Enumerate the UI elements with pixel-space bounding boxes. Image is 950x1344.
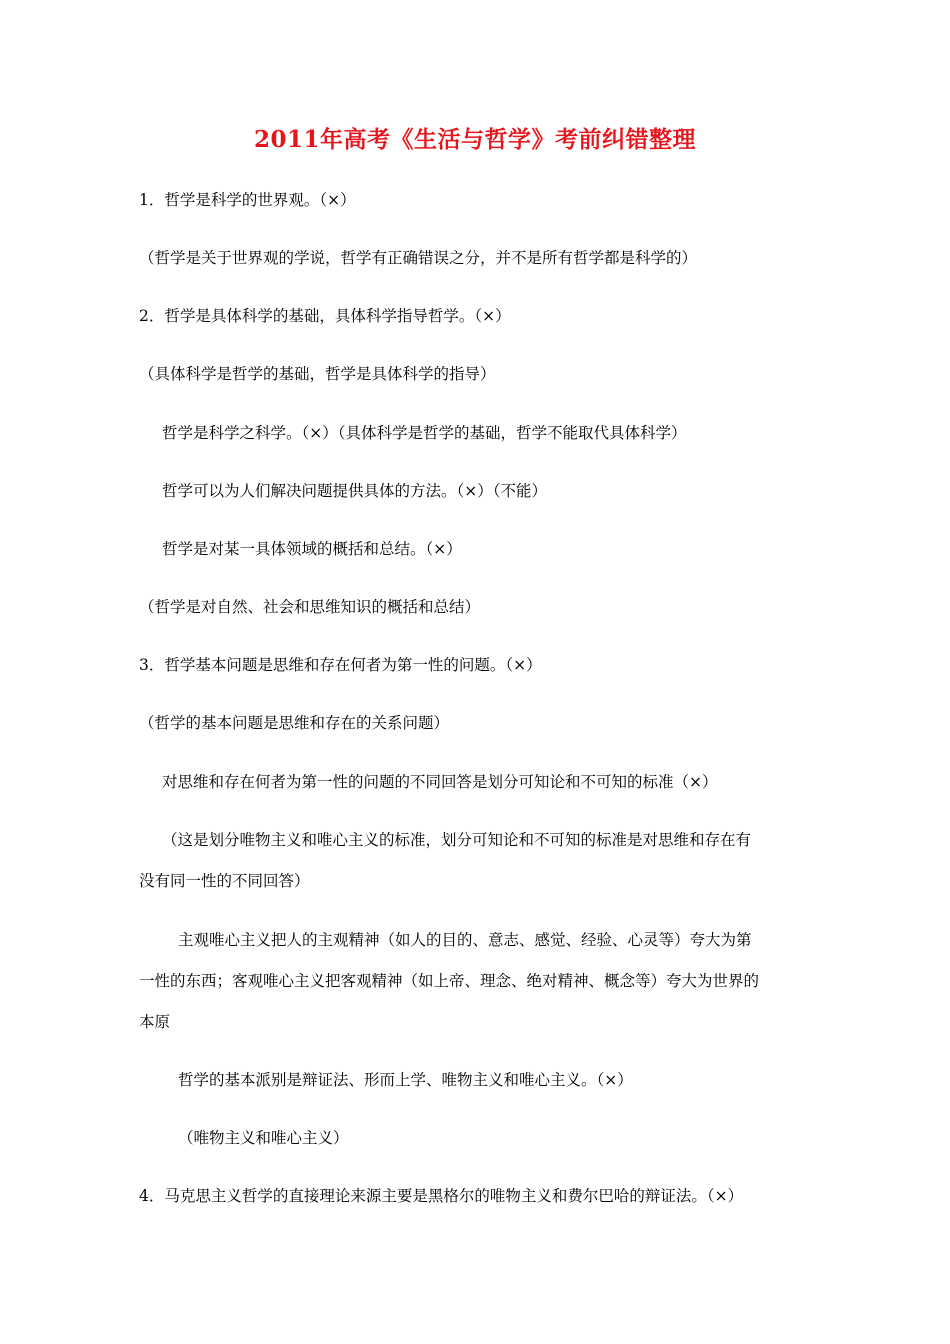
item-3-correction: （哲学的基本问题是思维和存在的关系问题） <box>139 714 450 732</box>
item-1-statement: 1．哲学是科学的世界观。（×） <box>139 191 356 209</box>
item-3-note-line-2: 一性的东西；客观唯心主义把客观精神（如上帝、理念、绝对精神、概念等）夸大为世界的 <box>139 972 760 990</box>
item-3-sub-1-correction-line-2: 没有同一性的不同回答） <box>139 872 310 890</box>
item-3-sub-1: 对思维和存在何者为第一性的问题的不同回答是划分可知论和不可知的标准（×） <box>162 773 718 791</box>
item-1-correction: （哲学是关于世界观的学说，哲学有正确错误之分，并不是所有哲学都是科学的） <box>139 249 698 267</box>
item-2-sub-3: 哲学是对某一具体领域的概括和总结。（×） <box>162 540 462 558</box>
item-2-sub-3-correction: （哲学是对自然、社会和思维知识的概括和总结） <box>139 598 481 616</box>
item-3-sub-2: 哲学的基本派别是辩证法、形而上学、唯物主义和唯心主义。（×） <box>178 1071 633 1089</box>
item-3-sub-1-correction-line-1: （这是划分唯物主义和唯心主义的标准，划分可知论和不可知的标准是对思维和存在有 <box>162 831 752 849</box>
item-3-sub-2-correction: （唯物主义和唯心主义） <box>178 1129 349 1147</box>
item-3-note-line-3: 本原 <box>139 1013 171 1031</box>
item-2-correction: （具体科学是哲学的基础，哲学是具体科学的指导） <box>139 365 496 383</box>
item-3-statement: 3．哲学基本问题是思维和存在何者为第一性的问题。（×） <box>139 656 542 674</box>
item-2-sub-2: 哲学可以为人们解决问题提供具体的方法。（×）（不能） <box>162 482 547 500</box>
item-4-statement: 4．马克思主义哲学的直接理论来源主要是黑格尔的唯物主义和费尔巴哈的辩证法。（×） <box>139 1187 744 1205</box>
item-2-sub-1: 哲学是科学之科学。（×）（具体科学是哲学的基础，哲学不能取代具体科学） <box>162 424 687 442</box>
item-2-statement: 2．哲学是具体科学的基础，具体科学指导哲学。（×） <box>139 307 511 325</box>
item-3-note-line-1: 主观唯心主义把人的主观精神（如人的目的、意志、感觉、经验、心灵等）夸大为第 <box>178 931 752 949</box>
document-title: 2011年高考《生活与哲学》考前纠错整理 <box>253 126 696 153</box>
